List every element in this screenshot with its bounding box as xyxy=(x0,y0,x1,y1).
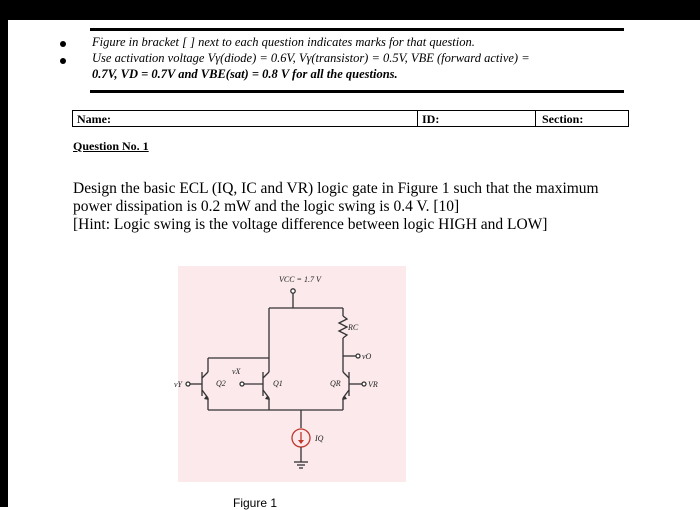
q2-label: Q2 xyxy=(216,379,226,388)
iq-label: IQ xyxy=(315,434,324,443)
qr-label: QR xyxy=(330,379,341,388)
instruction-line-2: Use activation voltage Vγ(diode) = 0.6V, Vγ(transistor) = 0.5V, VBE (forward active) = xyxy=(92,51,530,65)
question-line-2: power dissipation is 0.2 mW and the logic swing is 0.4 V. [10] xyxy=(73,198,460,215)
section-field[interactable]: Section: xyxy=(542,112,584,126)
id-field[interactable]: ID: xyxy=(418,111,536,126)
instruction-line-1: Figure in bracket [ ] next to each question indicates marks for that question. xyxy=(92,35,475,49)
student-info-box xyxy=(72,110,629,127)
figure-caption: Figure 1 xyxy=(233,496,278,510)
question-title: Question No. 1 xyxy=(73,139,149,153)
bullet-1 xyxy=(60,41,66,47)
question-line-3: [Hint: Logic swing is the voltage difference between logic HIGH and LOW] xyxy=(73,216,548,233)
bullet-2 xyxy=(60,58,66,64)
ecl-circuit-diagram xyxy=(174,266,406,482)
q1-label: Q1 xyxy=(273,379,283,388)
vx-label: vX xyxy=(232,367,241,376)
name-field[interactable]: Name: xyxy=(73,111,418,126)
vcc-label: VCC = 1.7 V xyxy=(279,275,321,284)
left-black-bar xyxy=(0,0,8,507)
vy-label: vY xyxy=(174,380,182,389)
top-rule xyxy=(90,28,624,31)
rc-label: RC xyxy=(348,323,359,332)
question-body xyxy=(73,180,633,234)
top-black-bar xyxy=(0,0,700,20)
question-line-1: Design the basic ECL (IQ, IC and VR) logic gate in Figure 1 such that the maximum xyxy=(73,180,599,197)
vr-label: VR xyxy=(368,380,378,389)
vo-label: vO xyxy=(362,352,372,361)
bottom-rule xyxy=(90,90,624,93)
instruction-line-3: 0.7V, VD = 0.7V and VBE(sat) = 0.8 V for all the questions. xyxy=(92,67,398,81)
